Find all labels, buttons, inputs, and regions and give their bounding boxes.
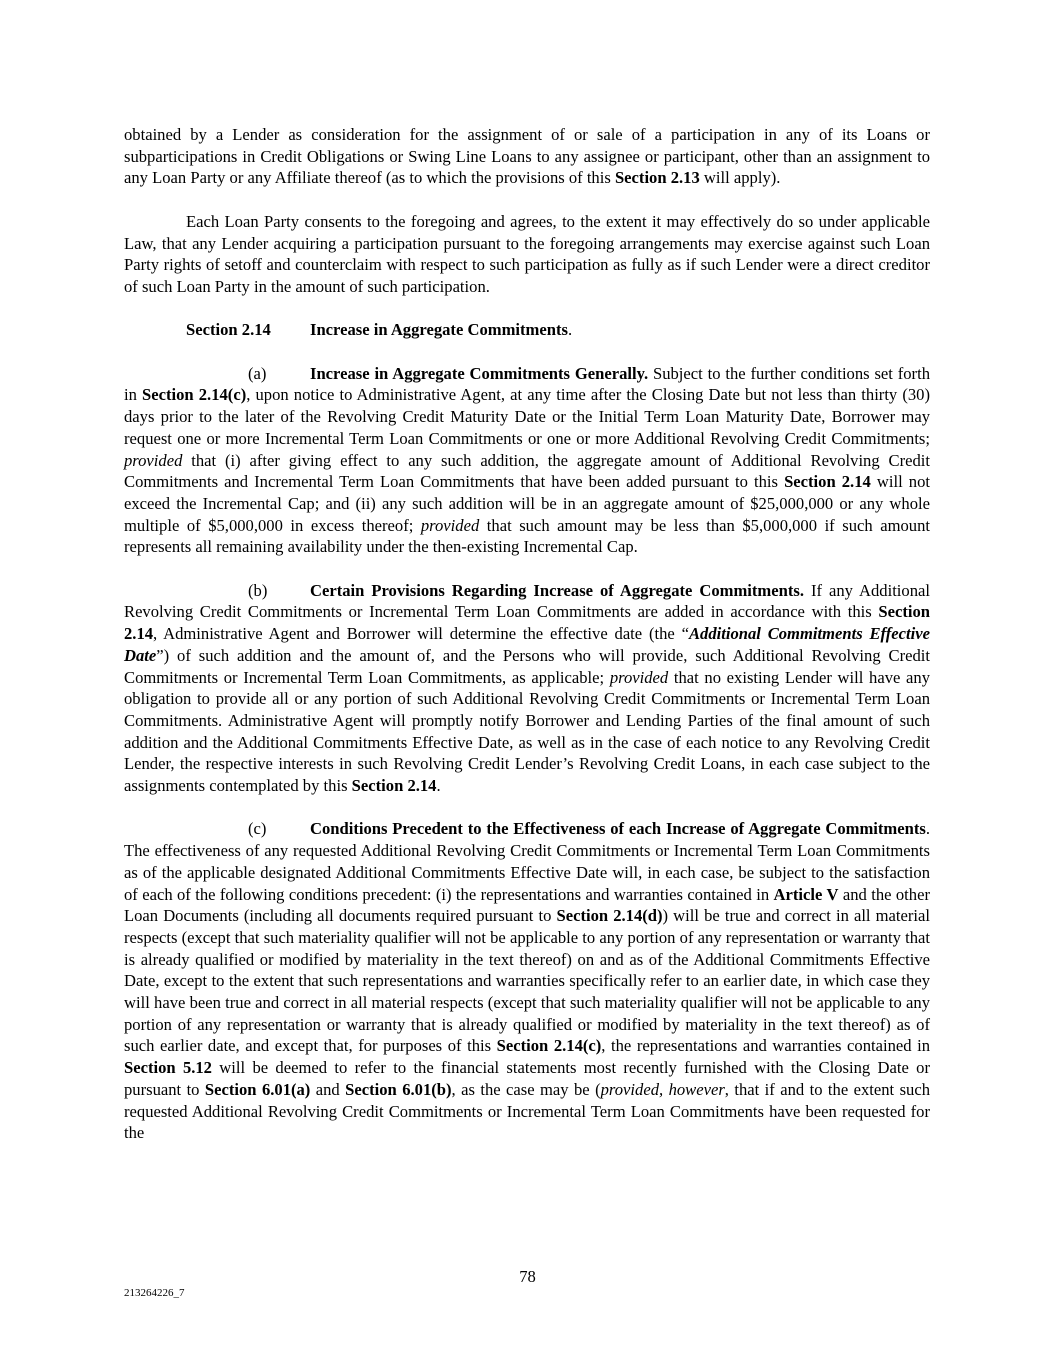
italic-term: provided: [609, 667, 669, 687]
text-run: , that if and to the extent such requested Additional Revolving Credit Commitments or Incremental Term Loan Commitments have been requested for the: [124, 1079, 930, 1143]
section-title-period: .: [567, 320, 573, 340]
text-run: , upon notice to Administrative Agent, at any time after the Closing Date but not less than thirty (30) days prior to the later of the Revolving Credit Maturity Date or the Initial Term Loan Maturity Date, Borrower may request one or more Incremental Term Loan Commitments or one or more Additional Revolving Credit Commitments;: [124, 385, 930, 448]
section-reference: Section 2.14: [351, 776, 437, 796]
consent-paragraph: Each Loan Party consents to the foregoing and agrees, to the extent it may effectively do so under applicable Law, that any Lender acquiring a participation pursuant to the foregoing arrangements may exercise against such Loan Party rights of setoff and counterclaim with respect to such participation as fully as if such Lender were a direct creditor of such Loan Party in the amount of such participation.: [124, 211, 930, 296]
section-reference: Section 2.14(c): [496, 1036, 602, 1056]
section-reference: Section 6.01(a): [204, 1079, 311, 1099]
text-run: ) will be true and correct in all material respects (except that such materiality qualifier will not be applicable to any portion of any representation or warranty that is already qualified or modified by materiality in the text thereof) on and as of the Additional Commitments Effective Date, except to the extent that such representations and warranties specifically refer to an earlier date, in which case they will have been true and correct in all material respects (except that such materiality qualifier will not be applicable to any portion of any representation or warranty that is already qualified or modified by materiality in the text thereof) as of such earlier date, and except that, for purposes of this: [124, 906, 931, 1056]
section-reference: Section 2.14(c): [142, 385, 247, 405]
text-run: ”) of such addition and the amount of, and the Persons who will provide, such Additional Revolving Credit Commitments or Incremental Term Loan Commitments, as applicable;: [124, 645, 930, 687]
section-reference: Section 2.14: [124, 602, 930, 644]
section-reference: Section 5.12: [124, 1058, 212, 1078]
section-heading: [124, 319, 930, 341]
paragraph-heading: Increase in Aggregate Commitments Generally.: [310, 363, 649, 383]
text-run: . The effectiveness of any requested Additional Revolving Credit Commitments or Incremental Term Loan Commitments as of the applicable designated Additional Commitments Effective Date will, in each case, be subject to the satisfaction of each of the following conditions precedent: (i) the representations and warranties contained in: [124, 819, 930, 904]
italic-term: provided: [420, 515, 480, 535]
text-run: will not exceed the Incremental Cap; and (ii) any such addition will be in an aggregate amount of $25,000,000 or any whole multiple of $5,000,000 in excess thereof;: [124, 472, 930, 535]
text-run: will apply).: [699, 168, 781, 188]
text-run: that (i) after giving effect to any such addition, the aggregate amount of Additional Revolving Credit Commitments and Incremental Term Loan Commitments that have been added pursuant to this: [124, 450, 930, 492]
text-run: that no existing Lender will have any obligation to provide all or any portion of such Additional Revolving Credit Commitments or Incremental Term Loan Commitments. Administrative Agent will promptly notify Borrower and Lending Parties of the final amount of such addition and the Additional Commitments Effective Date, as well as in the case of each notice to any Revolving Credit Lender, the respective interests in such Revolving Credit Lender’s Revolving Credit Loans, in each case subject to the assignments contemplated by this: [124, 667, 930, 796]
paragraph-c: [124, 818, 930, 1144]
paragraph-a: [124, 363, 930, 558]
paragraph-label: (c): [248, 819, 267, 839]
document-page: [124, 124, 930, 1166]
defined-term: Additional Commitments Effective Date: [124, 624, 930, 665]
paragraph-b: [124, 580, 930, 797]
text-run: , the representations and warranties contained in: [601, 1036, 931, 1056]
article-reference: Article V: [773, 884, 839, 904]
paragraph-heading: Conditions Precedent to the Effectiveness of each Increase of Aggregate Commitments: [310, 819, 926, 839]
section-reference: Section 2.14(d): [556, 906, 663, 926]
text-run: will be deemed to refer to the financial statements most recently furnished with the Closing Date or pursuant to: [124, 1058, 930, 1099]
text-run: and: [310, 1079, 346, 1099]
paragraph-label: (b): [248, 580, 268, 600]
section-number: Section 2.14: [186, 320, 271, 340]
text-run: , Administrative Agent and Borrower will determine the effective date (the “: [153, 624, 689, 644]
text-run: Subject to the further conditions set forth in: [124, 363, 930, 405]
text-run: obtained by a Lender as consideration for the assignment of or sale of a participation in any of its Loans or subparticipations in Credit Obligations or Swing Line Loans to any assignee or participant, other than an assignment to any Loan Party or any Affiliate thereof (as to which the provisions of this: [124, 125, 930, 188]
section-reference: Section 2.14: [784, 472, 871, 492]
page-number: 78: [519, 1267, 536, 1286]
text-run: , as the case may be (: [451, 1079, 601, 1099]
section-reference: Section 2.13: [614, 168, 700, 188]
text-run: .: [436, 776, 441, 796]
paragraph-heading: Certain Provisions Regarding Increase of Aggregate Commitments.: [310, 580, 804, 600]
text-run: If any Additional Revolving Credit Commitments or Incremental Term Loan Commitments are added in accordance with this: [124, 580, 930, 622]
section-reference: Section 6.01(b): [345, 1079, 452, 1099]
italic-term: provided, however: [600, 1079, 725, 1099]
intro-paragraph: [124, 124, 930, 189]
text-run: and the other Loan Documents (including all documents required pursuant to: [124, 884, 930, 926]
document-id: 213264226_7: [124, 1287, 185, 1299]
section-title: Increase in Aggregate Commitments: [310, 320, 568, 340]
italic-term: provided: [124, 450, 183, 470]
paragraph-label: (a): [248, 363, 267, 383]
text-run: that such amount may be less than $5,000,000 if such amount represents all remaining availability under the then-existing Incremental Cap.: [124, 515, 930, 557]
